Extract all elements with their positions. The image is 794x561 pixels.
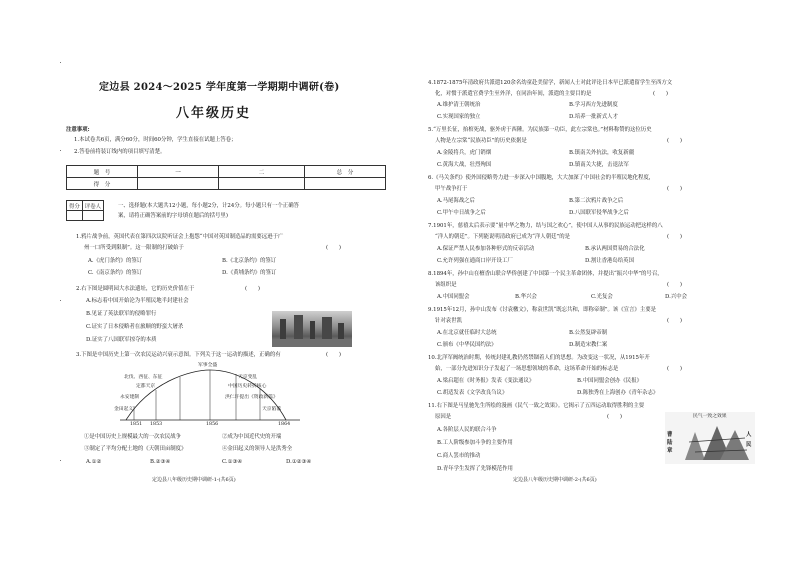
right-page [397,0,794,561]
q3-answer-paren[interactable]: ( ) [326,352,341,358]
q5-stem-1: 5.“万里长征，抬棺死战，驱外虏于西陲。为民族第一功臣，此左宗棠也。”材料称赞的这位历史 [428,127,652,133]
q8-option-c: C.光复会 [591,294,613,300]
q2-option-b: B.见证了英法联军的侵略罪行 [86,311,157,317]
grader-label: 得分 [67,201,83,211]
q4-option-d: D.培养一批新式人才 [569,114,618,120]
q1-option-a: A.《虎门条约》的签订 [88,258,143,264]
q6-option-b: B.第二次鸦片战争之后 [569,198,624,204]
q10-answer-paren[interactable]: ( ) [667,366,682,372]
q2-answer-paren[interactable]: ( ) [245,286,260,292]
q7-stem-2: “洋人的朝廷”。下列能说明清政府已成为“洋人朝廷”的是 [435,234,571,240]
diagram-year-1864: 1864 [278,422,291,427]
q9-answer-paren[interactable]: ( ) [667,318,682,324]
q2-option-a: A.标志着中国开始沦为半殖民地半封建社会 [86,298,189,304]
q9-option-d: D.制造宋教仁案 [569,342,608,348]
q2-option-c: C.证实了日本侵略者在旅顺的野蛮大屠杀 [86,324,184,330]
q5-option-a: A.金陵将兵，虎门销烟 [437,150,492,156]
q10-option-b: B.中国同盟会创办《民报》 [577,378,642,384]
score-input-cell[interactable] [138,178,219,190]
score-input-cell[interactable] [305,178,386,190]
diagram-year-1856: 1856 [206,422,219,427]
score-cell: 总 分 [305,166,386,178]
q1-stem-2: 州一口所受到限制”。这一限制的打破始于 [84,245,184,251]
q7-option-d: D.割让香港岛给英国 [585,258,634,264]
q3-statement-1: ①是中国历史上规模最大的一次农民战争 [84,434,182,440]
q6-option-a: A.马尾海战之后 [437,198,475,204]
ruins-illustration [272,311,352,347]
q3-choice-d: D.①②③④ [286,459,312,465]
left-footer: 定边县八年级历史期中调研-1-(共6页) [152,477,236,483]
q8-answer-paren[interactable]: ( ) [667,282,682,288]
cartoon-label-cao: 曹 [667,432,673,438]
diagram-label-capital: 定都天京 [136,384,156,389]
q1-option-d: D.《黄埔条约》的签订 [222,270,277,276]
q11-option-a: A.各阶层人民的联合斗争 [437,427,497,433]
q8-option-b: B.华兴会 [515,294,537,300]
cartoon-label-ren: 人 [746,432,752,438]
diagram-label-peak: 军事全盛 [198,363,218,368]
q7-option-a: A.保证严禁人民参加各种形式的反帝活动 [437,246,535,252]
score-cell: 二 [219,166,305,178]
q5-option-c: C.黄海大战，壮烈殉国 [437,162,492,168]
q2-stem: 2.右下图是圆明园大水法遗址，它的历史价值在于 [76,286,195,292]
q9-option-c: C.颁布《中华民国约法》 [437,342,497,348]
q9-stem-1: 9.1915年12月，孙中山发布《讨袁檄文》，称袁世凯“既忘共和，即称帝制”。该《宣言》主要是 [428,307,656,313]
q3-choice-b: B.②③④ [150,459,171,465]
q10-option-c: C.胡适发表《文学改良刍议》 [437,390,508,396]
note-1: 1.本试卷共6页，满分60分，时间60分钟，学生直接在试题上答卷； [74,137,237,143]
q6-option-c: C.甲午中日战争之后 [437,210,486,216]
diagram-label-tianjing-incident: 天京变乱 [238,375,258,380]
diagram-label-yongan: 永安建制 [120,395,140,400]
grader-box [66,200,104,221]
score-input-cell[interactable] [219,178,305,190]
q3-statement-4: ④金田起义的领导人是洪秀全 [222,446,293,452]
diagram-year-1851: 1851 [130,422,143,427]
q11-answer-paren[interactable]: ( ) [607,414,622,420]
q6-answer-paren[interactable]: ( ) [667,186,682,192]
q7-option-c: C.允许列强在通商口岸开设工厂 [437,258,513,264]
q3-choice-a: A.①② [86,459,102,465]
cartoon-label-zhang: 章 [667,448,673,454]
q4-option-b: B.学习西方先进制度 [569,102,618,108]
cartoon-label-lu: 陆 [667,440,673,446]
section-instructions-1: 一、选择题(本大题共12小题，每小题2分，计24分。每小题只有一个正确答 [118,203,299,209]
q8-stem-2: 该组织是 [435,282,457,288]
q4-option-a: A.维护清王朝统治 [437,102,481,108]
score-cell: 一 [138,166,219,178]
q1-option-c: C.《南京条约》的签订 [88,270,143,276]
exam-subject: 八年级历史 [176,106,252,121]
score-cell: 题 号 [67,166,138,178]
diagram-label-jintian: 金田起义 [114,407,134,412]
q5-option-d: D.镇南关大捷，击退法军 [569,162,629,168]
q9-option-b: B.公然复辟帝制 [569,330,608,336]
binding-mark [60,460,61,461]
taiping-rise-fall-diagram [110,362,310,430]
q3-statement-3: ③制定了平均分配土地的《天朝田亩制度》 [84,446,187,452]
q3-stem: 3.下图是中国历史上第一次农民运动兴衰示意图。下列关于这一运动的描述，正确的有 [76,352,281,358]
notes-heading: 注意事项: [66,127,90,133]
right-footer: 定边县八年级历史期中调研-2-(共6页) [513,477,597,483]
q6-stem-1: 6.《马关条约》使外国侵略势力进一步深入中国腹地，大大加深了中国社会的半殖民地化程度， [428,175,655,181]
diagram-label-turning-point: 中国历史转折核心 [228,384,267,389]
grader-input[interactable] [67,211,83,221]
q1-option-b: B.《北京条约》的签订 [222,258,277,264]
q11-option-b: B.工人阶级参加斗争的主要作用 [437,440,513,446]
score-cell: 得 分 [67,178,138,190]
score-table [66,165,386,190]
q6-option-d: D.八国联军侵华战争之后 [569,210,629,216]
grader-input[interactable] [82,211,103,221]
yuanmingyuan-ruins-photo [272,311,352,347]
q11-option-c: C.商人罢市的推动 [437,453,481,459]
binding-mark [60,62,61,63]
q6-stem-2: 甲午战争打于 [435,186,468,192]
q8-stem-1: 8.1894年，孙中山在檀香山联合华侨创建了中国第一个民主革命团体，并提出“振兴中华”的号召， [428,271,663,277]
q7-answer-paren[interactable]: ( ) [667,234,682,240]
q4-stem-2: 化，对惯于派遣官费学生至外洋，在同治年间，派遣的主要目的是 [435,91,592,97]
q4-stem-1: 4.1872-1875年清政府共派遣120余名幼童赴美留学，新闻人士对此评论日本早已派遣留学生至西方文 [428,80,673,86]
q4-option-c: C.实现国家的独立 [437,114,481,120]
q8-option-d: D.兴中会 [665,294,688,300]
q1-answer-paren[interactable]: ( ) [326,245,341,251]
grader-label: 评卷人 [82,201,103,211]
q8-option-a: A.中国同盟会 [437,294,470,300]
diagram-label-campaigns: 北伐、西征、东征 [124,375,163,380]
binding-mark [60,300,61,301]
q7-stem-1: 7.1901年，慈禧太后表示要“量中华之物力，结与国之欢心”，使中国人从事的民族运动把这样的八 [428,223,663,229]
q11-option-d: D.青年学生发挥了先锋模范作用 [437,466,513,472]
diagram-label-zizheng-xinpian: 洪仁玕提出《资政新篇》 [225,395,278,400]
q10-stem-2: 始，一部分先进知识分子发起了一场思想领域的革命，这场革命开始的标志是 [435,366,619,372]
diagram-label-fall: 天京陷落 [262,407,282,412]
q5-option-b: B.镇南关外抗法，收复新疆 [569,150,634,156]
exam-title: 定边县 2024～2025 学年度第一学期期中调研(卷) [99,82,340,93]
note-2: 2.答卷前将装订线内的项目填写清楚。 [74,149,166,155]
binding-mark [60,150,61,151]
q9-option-a: A.在北京就任临时大总统 [437,330,497,336]
q10-option-a: A.梁启超在《时务报》发表《变法通议》 [437,378,535,384]
q9-stem-2: 针对袁世凯 [435,318,462,324]
q10-option-d: D.陈独秀在上海创办《青年杂志》 [577,390,659,396]
q11-stem-2: 原因是 [435,414,452,420]
q10-stem-1: 10.北洋军阀统治时期，传统封建礼教仍然禁锢着人们的思想。为改变这一状况，从1915年开 [428,355,650,361]
q2-option-d: D.证实了八国联军掠夺的本质 [86,337,157,343]
cartoon-caption: 民气一致之效果 [693,414,727,419]
q3-statement-2: ②成为中国近代史的开端 [222,434,282,440]
diagram-year-1853: 1853 [150,422,163,427]
q4-answer-paren[interactable]: ( ) [653,91,668,97]
q5-stem-2: 人物是左宗棠“民族功臣”的历史依据是 [435,138,527,144]
q5-answer-paren[interactable]: ( ) [667,138,682,144]
section-instructions-2: 案，请将正确答案前的字母填在题后的括号里) [118,213,228,219]
q11-stem-1: 11.右下图是马星驰先生所绘的漫画《民气一致之效果》。它揭示了五四运动取得胜利的主要 [428,403,645,409]
q3-choice-c: C.①③④ [222,459,243,465]
cartoon-label-min: 民 [746,442,752,448]
q7-option-b: B.承认两国贸易的合法化 [585,246,645,252]
q1-stem-1: 1.鸦片战争前，英国代表在第四次议院听证会上抱怨“中国对英国制造品的需要远逊于广 [76,234,284,240]
